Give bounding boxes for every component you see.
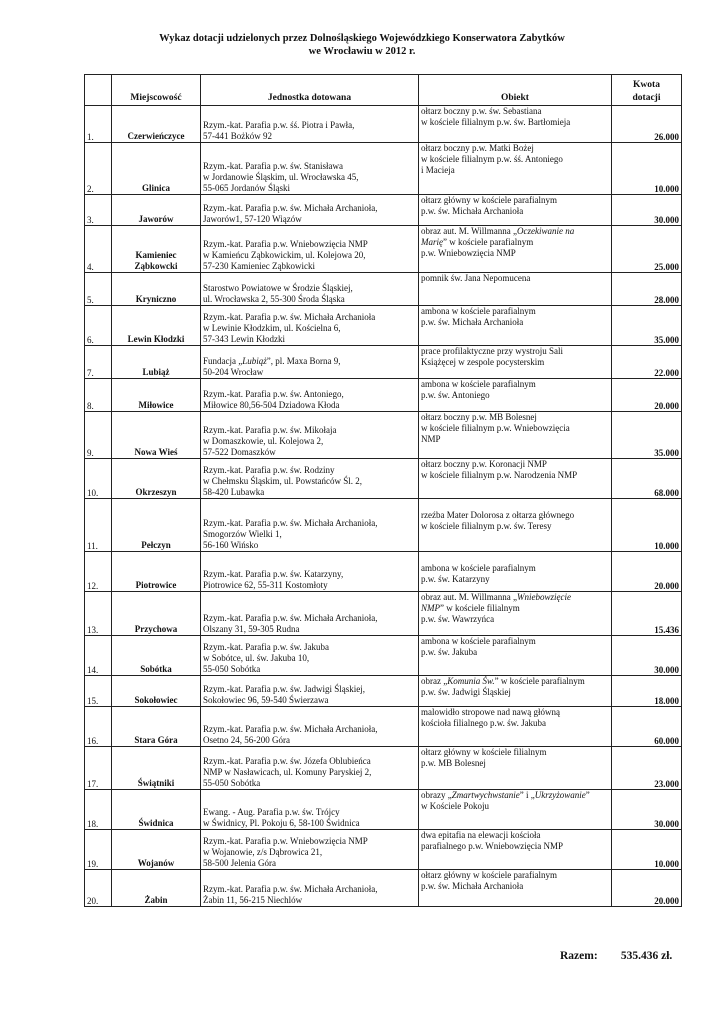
unit-line: Rzym.-kat. Parafia p.w. św. Jakuba xyxy=(203,642,330,652)
row-number: 7. xyxy=(85,346,112,379)
row-amount: 30.000 xyxy=(612,636,682,676)
object-line: w Kościele Pokoju xyxy=(421,801,489,811)
table-row xyxy=(85,636,682,676)
row-number: 17. xyxy=(85,747,112,790)
unit-line: Rzym.-kat. Parafia p.w. św. Michała Archanioła, xyxy=(203,203,378,213)
row-number: 8. xyxy=(85,379,112,412)
row-place: Jaworów xyxy=(112,195,201,226)
unit-line: 55-050 Sobótka xyxy=(203,778,261,788)
object-line: pomnik św. Jana Nepomucena xyxy=(421,273,531,283)
row-unit xyxy=(201,273,419,306)
row-amount: 20.000 xyxy=(612,552,682,592)
row-amount: 25.000 xyxy=(612,226,682,273)
row-object xyxy=(419,747,612,790)
row-number: 20. xyxy=(85,870,112,907)
object-line: dwa epitafia na elewacji kościoła xyxy=(421,830,541,840)
object-line: ołtarz boczny p.w. Koronacji NMP xyxy=(421,459,547,469)
row-amount: 68.000 xyxy=(612,459,682,499)
row-amount: 30.000 xyxy=(612,195,682,226)
unit-line: Olszany 31, 59-305 Rudna xyxy=(203,624,300,634)
unit-line: Jaworów1, 57-120 Wiązów xyxy=(203,214,302,224)
object-line: ołtarz główny w kościele filialnym xyxy=(421,747,547,757)
unit-line: Rzym.-kat. Parafia p.w. św. Katarzyny, xyxy=(203,569,344,579)
table-row xyxy=(85,870,682,907)
unit-line: w Świdnicy, Pl. Pokoju 6, 58-100 Świdnica xyxy=(203,818,360,828)
object-line: w kościele filialnym p.w. św. Bartłomieja xyxy=(421,117,571,127)
unit-line: ul. Wrocławska 2, 55-300 Środa Śląska xyxy=(203,294,345,304)
unit-line: 56-160 Wińsko xyxy=(203,540,259,550)
row-unit xyxy=(201,830,419,870)
object-line: ołtarz boczny p.w. Matki Bożej xyxy=(421,143,534,153)
object-line: Książęcej w zespole pocysterskim xyxy=(421,357,545,367)
unit-line: w Domaszkowie, ul. Kolejowa 2, xyxy=(203,436,324,446)
row-object xyxy=(419,226,612,273)
object-line: malowidło stropowe nad nawą główną xyxy=(421,707,560,717)
object-line: p.w. św. Antoniego xyxy=(421,390,490,400)
table-row xyxy=(85,707,682,747)
unit-line: Osetno 24, 56-200 Góra xyxy=(203,735,290,745)
object-line xyxy=(421,552,609,563)
row-unit xyxy=(201,195,419,226)
total-summary xyxy=(560,950,690,962)
unit-line: 58-420 Lubawka xyxy=(203,487,265,497)
unit-line: NMP w Nasławicach, ul. Komuny Paryskiej 2, xyxy=(203,767,372,777)
object-line: i Macieja xyxy=(421,165,455,175)
row-unit xyxy=(201,459,419,499)
object-line: NMP xyxy=(421,434,441,444)
row-number: 1. xyxy=(85,106,112,143)
unit-line: 58-500 Jelenia Góra xyxy=(203,858,276,868)
row-amount: 28.000 xyxy=(612,273,682,306)
row-unit xyxy=(201,592,419,636)
unit-line: w Wojanowie, z/s Dąbrowica 21, xyxy=(203,847,323,857)
row-amount: 10.000 xyxy=(612,143,682,195)
unit-line: Rzym.-kat. Parafia p.w. Wniebowzięcia NMP xyxy=(203,836,368,846)
unit-line: w Kamieńcu Ząbkowickim, ul. Kolejowa 20, xyxy=(203,250,366,260)
object-line: obraz aut. M. Willmanna „Oczekiwanie na xyxy=(421,226,575,236)
row-place: Czerwieńczyce xyxy=(112,106,201,143)
object-line: ołtarz główny w kościele parafialnym xyxy=(421,870,557,880)
row-object xyxy=(419,143,612,195)
unit-line: Rzym.-kat. Parafia p.w. św. Mikołaja xyxy=(203,425,337,435)
row-unit xyxy=(201,412,419,459)
row-object xyxy=(419,552,612,592)
header-no xyxy=(85,75,112,106)
row-amount: 26.000 xyxy=(612,106,682,143)
table-row xyxy=(85,790,682,830)
total-label: Razem: xyxy=(560,950,598,962)
header-amount: Kwota dotacji xyxy=(612,75,682,106)
row-amount: 60.000 xyxy=(612,707,682,747)
row-object xyxy=(419,195,612,226)
row-number: 11. xyxy=(85,499,112,552)
row-object xyxy=(419,379,612,412)
object-line: ambona w kościele parafialnym xyxy=(421,636,536,646)
row-unit xyxy=(201,379,419,412)
unit-line: Rzym.-kat. Parafia p.w. św. Michała Archanioła xyxy=(203,312,376,322)
row-unit xyxy=(201,870,419,907)
row-number: 13. xyxy=(85,592,112,636)
unit-line: Starostwo Powiatowe w Środzie Śląskiej, xyxy=(203,283,353,293)
object-line xyxy=(421,499,609,510)
row-place: Wojanów xyxy=(112,830,201,870)
object-line: obraz aut. M. Willmanna „Wniebowzięcie xyxy=(421,592,571,602)
row-amount: 35.000 xyxy=(612,306,682,346)
unit-line: Smogorzów Wielki 1, xyxy=(203,529,282,539)
row-place: Pełczyn xyxy=(112,499,201,552)
unit-line: Rzym.-kat. Parafia p.w. św. Michała Archanioła, xyxy=(203,518,378,528)
table-row xyxy=(85,592,682,636)
row-place: Sokołowiec xyxy=(112,676,201,707)
row-place: Kryniczno xyxy=(112,273,201,306)
table-row xyxy=(85,306,682,346)
object-line: ołtarz główny w kościele parafialnym xyxy=(421,195,557,205)
object-line: parafialnego p.w. Wniebowzięcia NMP xyxy=(421,841,563,851)
table-row xyxy=(85,747,682,790)
object-line: w kościele filialnym p.w. Narodzenia NMP xyxy=(421,470,578,480)
row-number: 14. xyxy=(85,636,112,676)
object-line: ołtarz boczny p.w. MB Bolesnej xyxy=(421,412,537,422)
row-amount: 15.436 xyxy=(612,592,682,636)
object-line: ambona w kościele parafialnym xyxy=(421,379,536,389)
row-unit xyxy=(201,676,419,707)
row-place: Żabin xyxy=(112,870,201,907)
row-object xyxy=(419,707,612,747)
header-unit: Jednostka dotowana xyxy=(201,75,419,106)
object-line: obraz „Komunia Św.” w kościele parafialnym xyxy=(421,676,585,686)
unit-line: 57-230 Kamieniec Ząbkowicki xyxy=(203,261,315,271)
object-line: p.w. św. Michała Archanioła xyxy=(421,881,524,891)
object-line: obrazy „Zmartwychwstanie” i „Ukrzyżowanie” xyxy=(421,790,590,800)
row-amount: 35.000 xyxy=(612,412,682,459)
unit-line: Rzym.-kat. Parafia p.w. św. Stanisława xyxy=(203,161,344,171)
table-header-row xyxy=(85,75,682,106)
unit-line: w Sobótce, ul. św. Jakuba 10, xyxy=(203,653,310,663)
row-unit xyxy=(201,790,419,830)
unit-line: Żabin 11, 56-215 Niechlów xyxy=(203,895,303,905)
row-place: Nowa Wieś xyxy=(112,412,201,459)
unit-line: 57-441 Bożków 92 xyxy=(203,131,272,141)
object-line: ambona w kościele parafialnym xyxy=(421,563,536,573)
object-line: p.w. św. Katarzyny xyxy=(421,574,490,584)
table-body xyxy=(85,106,682,907)
row-place: Piotrowice xyxy=(112,552,201,592)
table-row xyxy=(85,552,682,592)
unit-line: Rzym.-kat. Parafia p.w. św. Antoniego, xyxy=(203,389,344,399)
object-line: NMP” w kościele filialnym xyxy=(421,603,520,613)
object-line: prace profilaktyczne przy wystroju Sali xyxy=(421,346,563,356)
unit-line: w Lewinie Kłodzkim, ul. Kościelna 6, xyxy=(203,323,341,333)
row-place: Kamieniec Ząbkowcki xyxy=(112,226,201,273)
unit-line: 57-343 Lewin Kłodzki xyxy=(203,334,285,344)
row-place: Sobótka xyxy=(112,636,201,676)
row-place: Glinica xyxy=(112,143,201,195)
table-row xyxy=(85,226,682,273)
table-row xyxy=(85,379,682,412)
unit-line: Miłowice 80,56-504 Dziadowa Kłoda xyxy=(203,400,340,410)
unit-line: w Chełmsku Śląskim, ul. Powstańców Śl. 2, xyxy=(203,476,363,486)
row-object xyxy=(419,676,612,707)
title-line-1: Wykaz dotacji udzielonych przez Dolnośląskiego Wojewódzkiego Konserwatora Zabytków xyxy=(159,33,565,44)
row-place: Lewin Kłodzki xyxy=(112,306,201,346)
object-line: p.w. św. Jakuba xyxy=(421,647,478,657)
row-amount: 10.000 xyxy=(612,830,682,870)
grants-table xyxy=(84,74,682,907)
row-amount: 23.000 xyxy=(612,747,682,790)
row-number: 16. xyxy=(85,707,112,747)
row-unit xyxy=(201,707,419,747)
header-place: Miejscowość xyxy=(112,75,201,106)
row-object xyxy=(419,306,612,346)
object-line: ołtarz boczny p.w. św. Sebastiana xyxy=(421,106,542,116)
row-unit xyxy=(201,306,419,346)
row-number: 6. xyxy=(85,306,112,346)
row-unit xyxy=(201,106,419,143)
row-object xyxy=(419,830,612,870)
row-place: Świątniki xyxy=(112,747,201,790)
unit-line: Rzym.-kat. Parafia p.w. św. Michała Archanioła, xyxy=(203,884,378,894)
row-amount: 22.000 xyxy=(612,346,682,379)
unit-line: 55-065 Jordanów Śląski xyxy=(203,183,290,193)
object-line: w kościele filialnym p.w. św. Teresy xyxy=(421,521,552,531)
unit-line: Sokołowiec 96, 59-540 Świerzawa xyxy=(203,695,329,705)
object-line: rzeźba Mater Dolorosa z ołtarza głównego xyxy=(421,510,575,520)
object-line: kościoła filialnego p.w. św. Jakuba xyxy=(421,718,547,728)
row-amount: 10.000 xyxy=(612,499,682,552)
row-unit xyxy=(201,636,419,676)
row-number: 15. xyxy=(85,676,112,707)
row-number: 2. xyxy=(85,143,112,195)
row-amount: 30.000 xyxy=(612,790,682,830)
table-row xyxy=(85,143,682,195)
row-place: Okrzeszyn xyxy=(112,459,201,499)
row-object xyxy=(419,636,612,676)
row-object xyxy=(419,870,612,907)
row-number: 10. xyxy=(85,459,112,499)
row-number: 18. xyxy=(85,790,112,830)
row-number: 9. xyxy=(85,412,112,459)
table-row xyxy=(85,273,682,306)
table-row xyxy=(85,195,682,226)
row-object xyxy=(419,106,612,143)
table-row xyxy=(85,459,682,499)
row-unit xyxy=(201,499,419,552)
table-row xyxy=(85,676,682,707)
row-place: Świdnica xyxy=(112,790,201,830)
row-object xyxy=(419,592,612,636)
row-object xyxy=(419,459,612,499)
row-unit xyxy=(201,346,419,379)
unit-line: w Jordanowie Śląskim, ul. Wrocławska 45, xyxy=(203,172,359,182)
table-row xyxy=(85,106,682,143)
row-amount: 20.000 xyxy=(612,379,682,412)
unit-line: 55-050 Sobótka xyxy=(203,664,261,674)
row-place: Stara Góra xyxy=(112,707,201,747)
row-number: 3. xyxy=(85,195,112,226)
document-title xyxy=(0,32,724,58)
unit-line: Rzym.-kat. Parafia p.w. Wniebowzięcia NMP xyxy=(203,239,368,249)
total-value: 535.436 zł. xyxy=(620,950,673,962)
object-line: p.w. MB Bolesnej xyxy=(421,758,486,768)
row-unit xyxy=(201,226,419,273)
object-line: p.w. Wniebowzięcia NMP xyxy=(421,248,516,258)
object-line: w kościele filialnym p.w. Wniebowzięcia xyxy=(421,423,570,433)
unit-line: Rzym.-kat. Parafia p.w. św. Jadwigi Śląskiej, xyxy=(203,684,366,694)
unit-line: Rzym.-kat. Parafia p.w. św. Michała Archanioła, xyxy=(203,724,378,734)
unit-line: Rzym.-kat. Parafia p.w. św. Józefa Oblubieńca xyxy=(203,756,371,766)
row-number: 12. xyxy=(85,552,112,592)
unit-line: Rzym.-kat. Parafia p.w. św. Michała Archanioła, xyxy=(203,613,378,623)
row-number: 19. xyxy=(85,830,112,870)
row-unit xyxy=(201,747,419,790)
object-line: w kościele filialnym p.w. śś. Antoniego xyxy=(421,154,563,164)
row-unit xyxy=(201,143,419,195)
row-place: Miłowice xyxy=(112,379,201,412)
row-unit xyxy=(201,552,419,592)
unit-line: 50-204 Wrocław xyxy=(203,367,264,377)
object-line: p.w. św. Michała Archanioła xyxy=(421,206,524,216)
unit-line: Rzym.-kat. Parafia p.w. śś. Piotra i Pawła, xyxy=(203,120,355,130)
object-line: ambona w kościele parafialnym xyxy=(421,306,536,316)
object-line: Marię” w kościele parafialnym xyxy=(421,237,534,247)
row-number: 4. xyxy=(85,226,112,273)
object-line: p.w. św. Wawrzyńca xyxy=(421,614,495,624)
unit-line: Fundacja „Lubiąż”, pl. Maxa Borna 9, xyxy=(203,356,341,366)
table-row xyxy=(85,830,682,870)
row-object xyxy=(419,412,612,459)
unit-line: 57-522 Domaszków xyxy=(203,447,276,457)
row-amount: 18.000 xyxy=(612,676,682,707)
table-row xyxy=(85,346,682,379)
header-object: Obiekt xyxy=(419,75,612,106)
row-number: 5. xyxy=(85,273,112,306)
row-place: Przychowa xyxy=(112,592,201,636)
object-line: p.w. św. Michała Archanioła xyxy=(421,317,524,327)
table-row xyxy=(85,412,682,459)
row-amount: 20.000 xyxy=(612,870,682,907)
row-object xyxy=(419,346,612,379)
unit-line: Piotrowice 62, 55-311 Kostomłoty xyxy=(203,580,328,590)
table-row xyxy=(85,499,682,552)
unit-line: Rzym.-kat. Parafia p.w. św. Rodziny xyxy=(203,465,335,475)
row-object xyxy=(419,790,612,830)
unit-line: Ewang. - Aug. Parafia p.w. św. Trójcy xyxy=(203,807,340,817)
row-place: Lubiąż xyxy=(112,346,201,379)
title-line-2: we Wrocławiu w 2012 r. xyxy=(308,46,416,57)
row-object xyxy=(419,273,612,306)
row-object xyxy=(419,499,612,552)
object-line: p.w. św. Jadwigi Śląskiej xyxy=(421,687,511,697)
